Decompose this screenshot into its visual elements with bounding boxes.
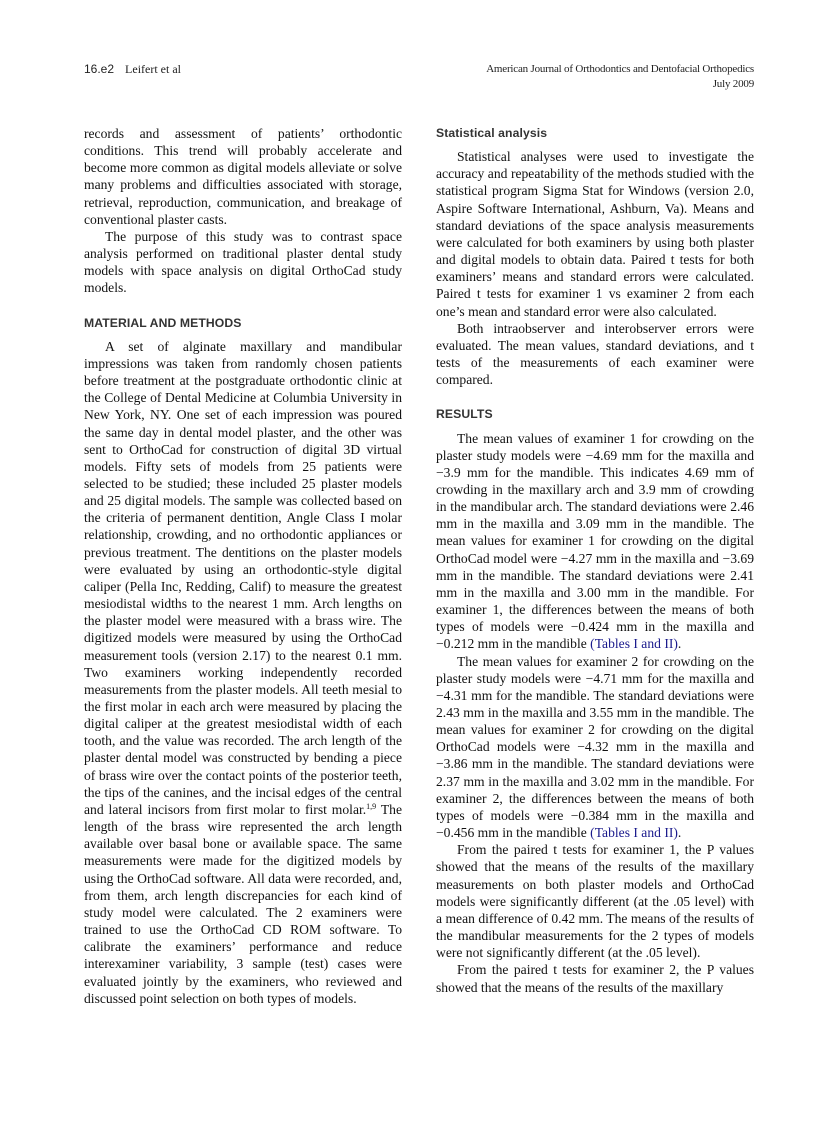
statistical-analysis-heading: Statistical analysis (436, 126, 548, 140)
punctuation: . (677, 636, 682, 652)
intro-purpose-paragraph: The purpose of this study was to contrast space analysis performed on traditional plaster dental study models with space analysis on digital OrthoCad study models. (84, 228, 402, 296)
results-paragraph-2 (436, 653, 754, 842)
tables-cross-reference-link[interactable]: (Tables I and II) (590, 636, 678, 652)
right-column (436, 125, 754, 996)
results-paragraph-1 (436, 430, 754, 653)
results-p2-text: The mean values for examiner 2 for crowding on the plaster study models were −4.71 mm for the maxilla and −4.31 mm for the mandible. The standard deviations were 2.43 mm in the maxilla and 3.55 mm in the mandible. The mean values for examiner 2 for crowding on the digital OrthoCad models were −4.32 mm in the maxilla and −3.86 mm in the mandible. The standard deviations were 2.37 mm in the maxilla and 3.02 mm in the mandible. For examiner 2, the differences between the means of both types of models were −0.384 mm in the maxilla and −0.456 mm in the mandible (436, 653, 754, 841)
issue-date: July 2009 (712, 78, 754, 90)
journal-title: American Journal of Orthodontics and Dentofacial Orthopedics (486, 63, 754, 75)
statistics-paragraph-2: Both intraobserver and interobserver errors were evaluated. The mean values, standard deviations, and t tests of the measurements of each examiner were compared. (436, 320, 754, 388)
citation-reference[interactable]: 1,9 (366, 801, 377, 811)
left-column (84, 125, 402, 1007)
page-number: 16.e2 (84, 62, 115, 76)
intro-continuation-paragraph: records and assessment of patients’ orthodontic conditions. This trend will probably accelerate and become more common as digital models alleviate or solve many problems and difficulties associated with storage, retrieval, reproduction, communication, and breakage of conventional plaster casts. (84, 126, 402, 227)
spacer (436, 388, 754, 406)
methods-paragraph (84, 338, 402, 1007)
running-head-left (84, 62, 181, 77)
results-heading: RESULTS (436, 407, 493, 422)
tables-cross-reference-link[interactable]: (Tables I and II) (590, 825, 678, 841)
running-head-right (486, 62, 754, 92)
running-head-authors: Leifert et al (125, 62, 181, 76)
methods-text-b: The length of the brass wire represented the arch length available over basal bone or available space. The same measurements were made for the digitized models by using the OrthoCad software. All data were recorded, and, from them, arch length discrepancies for each kind of study model were calculated. The 2 examiners were trained to use the OrthoCad CD ROM software. To calibrate the examiners’ performance and reduce interexaminer variability, 3 sample (test) cases were evaluated jointly by the examiners, who reviewed and discussed point selection on both types of models. (84, 801, 402, 1006)
statistics-paragraph-1: Statistical analyses were used to investigate the accuracy and repeatability of the methods studied with the statistical program Sigma Stat for Windows (version 2.0, Aspire Software International, Ashburn, Va). Means and standard deviations of the space analysis measurements were calculated for both examiners by using both plaster and digital models to obtain data. Paired t tests for both examiners’ means and standard errors were calculated. Paired t tests for examiner 1 vs examiner 2 from each one’s mean and standard error were also calculated. (436, 149, 754, 319)
methods-heading: MATERIAL AND METHODS (84, 315, 242, 330)
results-paragraph-3: From the paired t tests for examiner 1, the P values showed that the means of the results of the maxillary measurements on both plaster models and OrthoCad models were significantly different (at the .05 level) with a mean difference of 0.42 mm. The means of the results of the mandibular measurements for the 2 types of models were not significantly different (at the .05 level). (436, 842, 754, 961)
methods-text-a: A set of alginate maxillary and mandibular impressions was taken from randomly chosen patients before treatment at the postgraduate orthodontic clinic at the College of Dental Medicine at Columbia University in New York, NY. One set of each impression was poured the same day in dental model plaster, and the other was sent to OrthoCad for construction of digital 3D virtual models. Fifty sets of models from 25 patients were selected to be studied; these included 25 plaster models and 25 digital models. The sample was collected based on the criteria of permanent dentition, Angle Class I molar relationship, crowding, and no orthodontic appliances or previous treatment. The dentitions on the plaster models were evaluated by using an orthodontic-style digital caliper (Pella Inc, Redding, Calif) to measure the greatest mesiodistal widths to the nearest 1 mm. Arch lengths on the plaster model were measured with a brass wire. The digitized models were measured by using the OrthoCad measurement tools (version 2.17) to the nearest 0.1 mm. Two examiners working independently recorded measurements from the plaster models. All teeth mesial to the first molar in each arch were measured by placing the digital caliper at the greatest mesiodistal width of each tooth, and the value was recorded. The arch length of the plaster dental model was constructed by bending a piece of brass wire over the contact points of the posterior teeth, the tips of the canines, and the incisal edges of the central and lateral incisors from first molar to first molar. (84, 338, 402, 817)
results-paragraph-4: From the paired t tests for examiner 2, the P values showed that the means of the results of the maxillary (436, 962, 754, 995)
punctuation: . (677, 825, 682, 841)
results-p1-text: The mean values of examiner 1 for crowding on the plaster study models were −4.69 mm for the maxilla and −3.9 mm for the mandible. This indicates 4.69 mm of crowding in the maxillary arch and 3.9 mm of crowding in the mandibular arch. The standard deviations were 2.46 mm in the maxilla and 3.09 mm in the mandible. The mean values for examiner 1 for crowding on the digital OrthoCad model were −4.27 mm in the maxilla and −3.69 mm in the mandible. The standard deviations were 2.41 mm in the maxilla and 3.00 mm in the mandible. For examiner 1, the differences between the means of both types of models were −0.424 mm in the maxilla and −0.212 mm in the mandible (436, 430, 754, 652)
spacer (84, 297, 402, 315)
